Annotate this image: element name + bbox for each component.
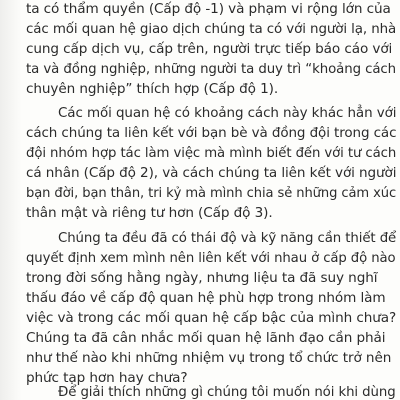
text-line: bạn đời, bạn thân, tri kỷ mà mình chia sẻ những cảm xúc bbox=[26, 185, 397, 201]
text-line: việc và trong các mối quan hệ cấp bậc của mình chưa? bbox=[26, 310, 397, 326]
text-line: ta có thẩm quyền (Cấp độ -1) và phạm vi rộng lớn của bbox=[26, 1, 391, 17]
text-line: thân mật và riêng tư hơn (Cấp độ 3). bbox=[26, 205, 273, 221]
text-line: thấu đáo về cấp độ quan hệ phù hợp trong nhóm làm bbox=[26, 290, 386, 306]
page-gutter-shadow bbox=[0, 0, 22, 400]
text-line: đội nhóm hợp tác làm việc mà mình biết đến với tư cách bbox=[26, 145, 397, 161]
text-line: Để giải thích những gì chúng tôi muốn nói khi dùng bbox=[58, 384, 396, 400]
text-line: như thế nào khi những nhiệm vụ trong tổ chức trở nên bbox=[26, 350, 392, 366]
text-line: Chúng ta đều đã có thái độ và kỹ năng cần thiết để bbox=[58, 230, 397, 246]
text-line: cung cấp dịch vụ, cấp trên, người trực tiếp báo cáo với bbox=[26, 41, 393, 57]
text-line: quyết định xem mình nên liên kết với nhau ở cấp độ nào bbox=[26, 250, 396, 266]
text-line: phức tạp hơn hay chưa? bbox=[26, 370, 188, 386]
text-line: các mối quan hệ giao dịch chúng ta có với người lạ, nhà bbox=[26, 21, 397, 37]
text-line: trong đời sống hằng ngày, nhưng liệu ta đã suy nghĩ bbox=[26, 270, 378, 286]
text-line: cá nhân (Cấp độ 2), và cách chúng ta liên kết với người bbox=[26, 165, 397, 181]
text-line: Các mối quan hệ có khoảng cách này khác hẳn với bbox=[58, 105, 397, 121]
text-line: Chúng ta đã cân nhắc mối quan hệ lãnh đạo cần phải bbox=[26, 330, 386, 346]
text-line: ta và đồng nghiệp, những người ta duy trì “khoảng cách bbox=[26, 61, 396, 77]
text-line: chuyên nghiệp” thích hợp (Cấp độ 1). bbox=[26, 81, 279, 97]
text-line: cách chúng ta liên kết với bạn bè và đồng đội trong các bbox=[26, 125, 397, 141]
